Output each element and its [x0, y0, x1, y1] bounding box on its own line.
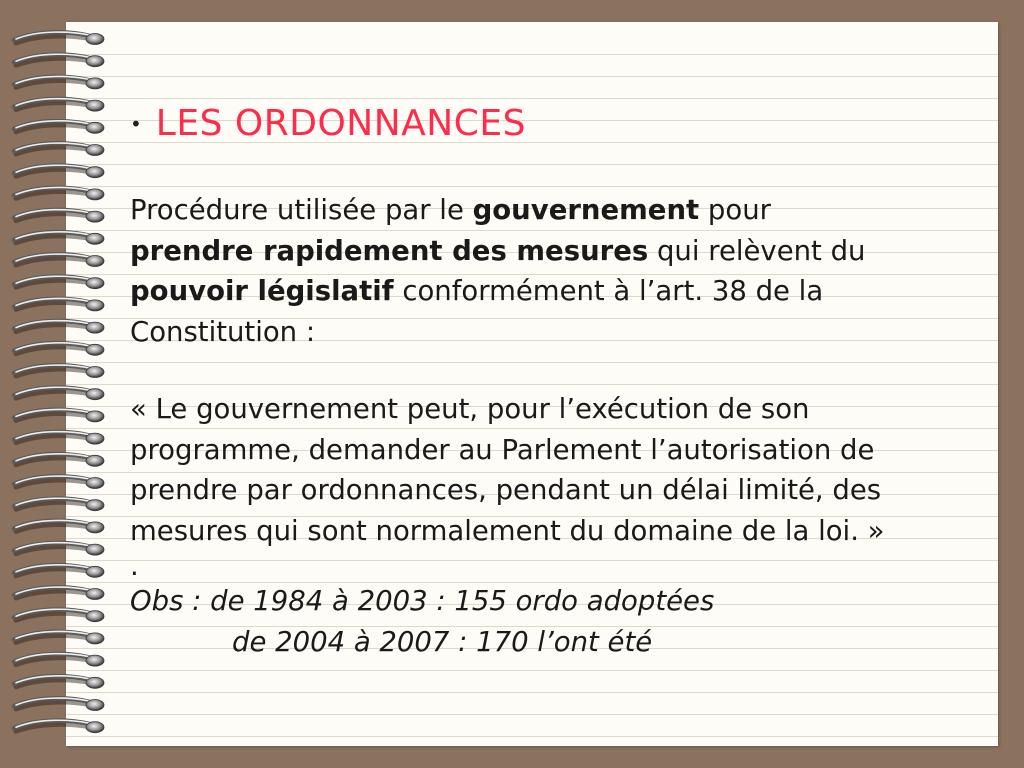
definition-bold-1: gouvernement: [472, 194, 700, 226]
binding-ring: [14, 32, 104, 44]
definition-text-2: pour: [699, 194, 771, 226]
binding-ring: [14, 232, 104, 244]
constitution-quote: « Le gouvernement peut, pour l’exécution de son programme, demander au Parlement l’autorisation de prendre par ordonnances, pendant un délai limité, des mesures qui sont normalement du domaine de la loi. »: [130, 393, 885, 547]
binding-ring: [14, 476, 104, 488]
definition-bold-2: prendre rapidement des mesures: [130, 234, 649, 267]
binding-ring: [14, 432, 104, 444]
binding-ring: [14, 720, 104, 732]
spiral-binding-icon: [0, 0, 120, 768]
bullet-icon: •: [130, 112, 142, 136]
binding-ring: [14, 565, 104, 577]
binding-ring: [14, 631, 104, 643]
binding-ring: [14, 498, 104, 510]
definition-text-3: qui relèvent du: [648, 234, 866, 267]
separator-dot: .: [130, 550, 139, 582]
binding-ring: [14, 676, 104, 688]
binding-ring: [14, 409, 104, 421]
binding-ring: [14, 276, 104, 288]
binding-ring: [14, 165, 104, 177]
binding-ring: [14, 321, 104, 333]
binding-ring: [14, 454, 104, 466]
binding-ring: [14, 609, 104, 621]
binding-ring: [14, 54, 104, 66]
binding-ring: [14, 543, 104, 555]
definition-paragraph: [130, 190, 990, 352]
binding-ring: [14, 187, 104, 199]
binding-ring: [14, 254, 104, 266]
binding-ring: [14, 698, 104, 710]
binding-ring: [14, 76, 104, 88]
slide-content: [130, 96, 990, 662]
title-line: [130, 96, 990, 152]
observation-line-1: Obs : de 1984 à 2003 : 155 ordo adoptées: [130, 585, 715, 617]
binding-ring: [14, 99, 104, 111]
binding-ring: [14, 587, 104, 599]
binding-ring: [14, 520, 104, 532]
binding-ring: [14, 365, 104, 377]
binding-ring: [14, 654, 104, 666]
binding-ring: [14, 298, 104, 310]
binding-ring: [14, 143, 104, 155]
binding-ring: [14, 343, 104, 355]
slide-title: LES ORDONNANCES: [155, 103, 526, 144]
definition-text-4: conformément à l’art. 38 de la Constitution :: [130, 275, 824, 348]
binding-ring: [14, 387, 104, 399]
definition-text-1: Procédure utilisée par le: [130, 194, 473, 226]
definition-bold-3: pouvoir législatif: [130, 275, 394, 307]
binding-ring: [14, 121, 104, 133]
binding-ring: [14, 210, 104, 222]
observation-line-2: de 2004 à 2007 : 170 l’ont été: [232, 625, 653, 658]
